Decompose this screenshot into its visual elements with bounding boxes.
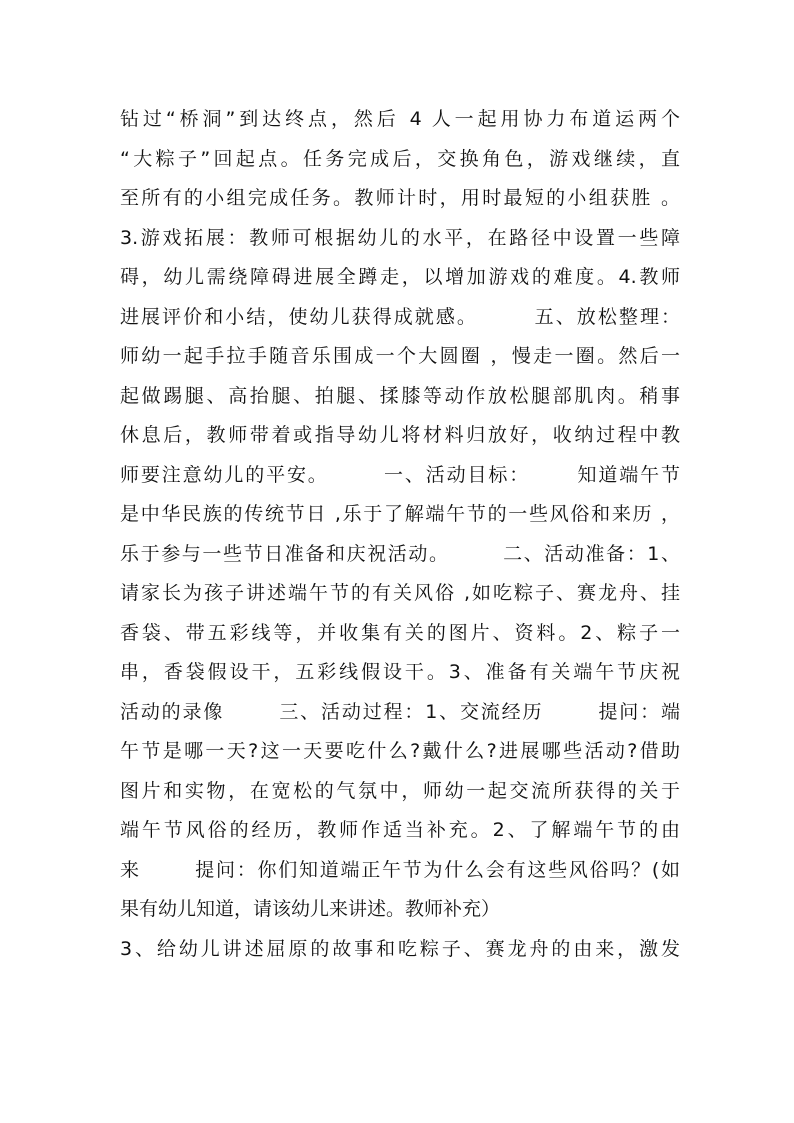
text-line: 碍，幼儿需绕障碍进展全蹲走，以增加游戏的难度。4.教师 (120, 266, 680, 288)
text-line: 香袋、带五彩线等，并收集有关的图片、资料。2、粽子一 (120, 621, 680, 644)
text-line: 午节是哪一天?这一天要吃什么?戴什么?进展哪些活动?借助 (120, 740, 680, 762)
text-line: 果有幼儿知道，请该幼儿来讲述。教师补充） (120, 898, 501, 920)
text-line: 钻过“桥洞”到达终点，然后 4 人一起用协力布道运两个 (120, 108, 680, 130)
text-line: 师要注意幼儿的平安。 一、活动目标： 知道端午节 (120, 463, 680, 486)
text-line: 端午节风俗的经历，教师作适当补充。2、了解端午节的由 (120, 819, 680, 841)
text-line: 休息后，教师带着或指导幼儿将材料归放好，收纳过程中教 (120, 424, 680, 446)
text-line: 起做踢腿、高抬腿、拍腿、揉膝等动作放松腿部肌肉。稍事 (120, 384, 680, 407)
text-line: “大粽子”回起点。任务完成后，交换角色，游戏继续，直 (120, 147, 680, 170)
text-line: 进展评价和小结，使幼儿获得成就感。 五、放松整理： (120, 305, 680, 328)
text-line: 至所有的小组完成任务。教师计时，用时最短的小组获胜 。 (120, 187, 680, 209)
body-text (120, 100, 680, 969)
text-line: 活动的录像 三、活动过程：1、交流经历 提问：端 (120, 700, 680, 723)
text-line: 3、给幼儿讲述屈原的故事和吃粽子、赛龙舟的由来，激发 (120, 937, 680, 960)
text-line: 3.游戏拓展：教师可根据幼儿的水平，在路径中设置一些障 (120, 226, 680, 249)
text-line: 图片和实物，在宽松的气氛中，师幼一起交流所获得的关于 (120, 779, 680, 802)
text-line: 是中华民族的传统节日 ,乐于了解端午节的一些风俗和来历 ， (120, 503, 680, 525)
text-line: 师幼一起手拉手随音乐围成一个大圆圈 ，慢走一圈。然后一 (120, 345, 680, 367)
text-line: 乐于参与一些节日准备和庆祝活动。 二、活动准备：1、 (120, 542, 680, 565)
text-line: 请家长为孩子讲述端午节的有关风俗 ,如吃粽子、赛龙舟、挂 (120, 582, 680, 604)
text-line: 串，香袋假设干，五彩线假设干。3、准备有关端午节庆祝 (120, 661, 680, 683)
text-line: 来 提问：你们知道端正午节为什么会有这些风俗吗？(如 (120, 858, 680, 881)
